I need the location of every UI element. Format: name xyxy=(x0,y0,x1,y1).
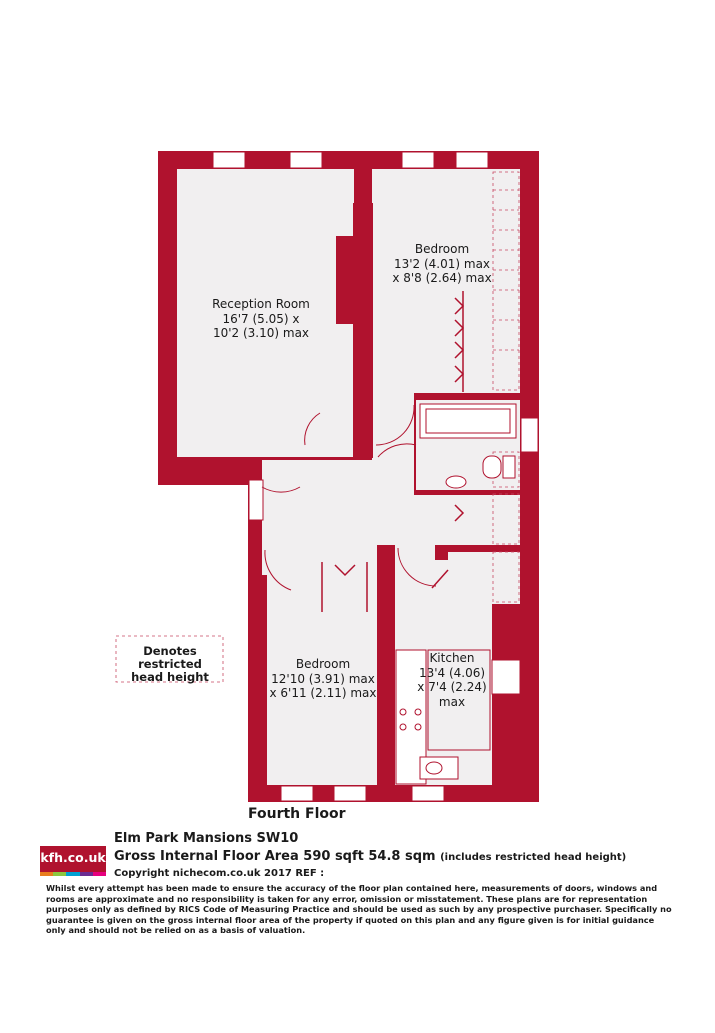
kitchen-dim3: max xyxy=(438,694,466,709)
bedroom-2-dim2: x 6'11 (2.11) max xyxy=(269,686,377,700)
legend-label xyxy=(116,645,224,684)
legend-line-2: head height xyxy=(131,670,209,684)
kitchen-dim2: x 7'4 (2.24) xyxy=(417,680,487,694)
copyright: Copyright nichecom.co.uk 2017 REF : xyxy=(114,868,325,879)
bedroom-1-label xyxy=(378,242,506,286)
kitchen-label xyxy=(400,651,504,709)
floor-area-note: (includes restricted head height) xyxy=(440,852,627,863)
reception-room-label xyxy=(191,297,331,341)
kfh-logo[interactable] xyxy=(40,846,106,876)
hall-floor xyxy=(262,460,372,545)
logo-stripe xyxy=(40,872,106,876)
kitchen-name: Kitchen xyxy=(429,651,475,665)
property-address: Elm Park Mansions SW10 xyxy=(114,831,299,846)
bedroom-1-dim2: x 8'8 (2.64) max xyxy=(392,271,492,285)
bedroom-2-name: Bedroom xyxy=(295,657,351,671)
floor-name: Fourth Floor xyxy=(248,806,346,822)
floor-area xyxy=(114,849,626,864)
logo-text: kfh.co.uk xyxy=(40,850,106,865)
legend-line-1: Denotes restricted xyxy=(138,644,202,671)
kitchen-dim1: 13'4 (4.06) xyxy=(418,665,486,680)
disclaimer: Whilst every attempt has been made to ensure the accuracy of the floor plan contained here, measurements of doors, windows and rooms are approximate and no responsibility is taken for any error, omission or misstatement. These plans are for representation purposes only as defined by RICS Code of Measuring Practice and should be used as such by any prospective purchaser. Specifically no guarantee is given on the gross internal floor area of the property if quoted on this plan and any figure given is for initial guidance only and should not be relied on as a basis of valuation. xyxy=(46,883,672,936)
reception-room-dim2: 10'2 (3.10) max xyxy=(212,326,310,340)
reception-room-name: Reception Room xyxy=(212,297,310,311)
bedroom-2-label xyxy=(262,657,384,701)
floor-area-main: Gross Internal Floor Area 590 sqft 54.8 sqm xyxy=(114,849,436,864)
bedroom-1-name: Bedroom xyxy=(414,242,470,256)
reception-room-dim1: 16'7 (5.05) x xyxy=(222,311,300,326)
bedroom-1-dim1: 13'2 (4.01) max xyxy=(393,256,491,271)
bedroom-2-dim1: 12'10 (3.91) max xyxy=(271,671,375,686)
